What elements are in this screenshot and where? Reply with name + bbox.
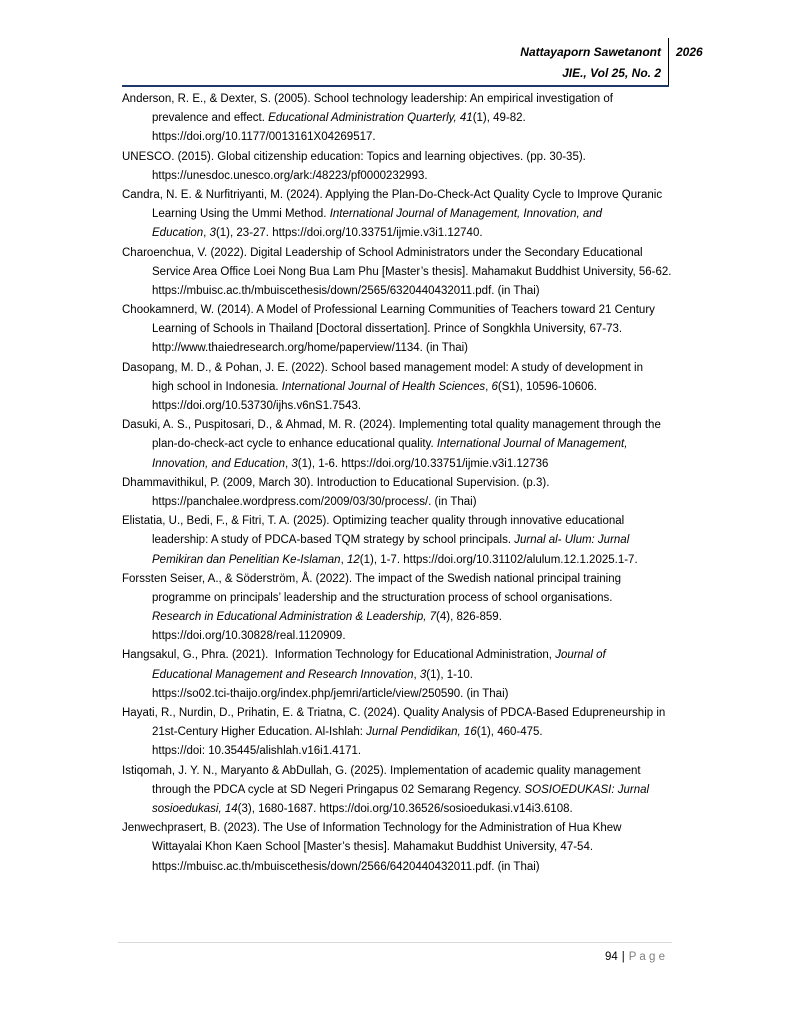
reference-line bbox=[122, 762, 722, 781]
reference-line bbox=[122, 167, 722, 186]
reference-line bbox=[122, 359, 722, 378]
reference-text: Istiqomah, J. Y. N., Maryanto & AbDullah, G. (2025). Implementation of academic quality management bbox=[122, 764, 641, 777]
reference-italic-text: SOSIOEDUKASI: Jurnal bbox=[524, 783, 650, 796]
reference-line bbox=[122, 244, 722, 263]
reference-line bbox=[122, 589, 722, 608]
reference-text: (1), 1-10. bbox=[426, 668, 473, 681]
page-number-separator: | bbox=[621, 951, 625, 963]
reference-text: Hangsakul, G., Phra. (2021). Information Technology for Educational Administration, bbox=[122, 649, 556, 662]
reference-line bbox=[122, 800, 722, 819]
reference-text: Learning Using the Ummi Method. bbox=[152, 208, 330, 221]
reference-line bbox=[122, 224, 722, 243]
reference-entry bbox=[122, 148, 722, 186]
reference-entry bbox=[122, 301, 722, 359]
reference-italic-text: Journal of bbox=[555, 649, 606, 662]
reference-text: , bbox=[203, 227, 210, 240]
reference-entry bbox=[122, 474, 722, 512]
reference-italic-text: 3 bbox=[209, 227, 216, 240]
reference-line bbox=[122, 493, 722, 512]
reference-entry bbox=[122, 646, 722, 704]
reference-line bbox=[122, 397, 722, 416]
reference-text: (1), 1-6. https://doi.org/10.33751/ijmie.v3i1.12736 bbox=[297, 457, 549, 470]
reference-text: Hayati, R., Nurdin, D., Prihatin, E. & Triatna, C. (2024). Quality Analysis of PDCA-Based Edupreneurship in bbox=[122, 707, 666, 719]
reference-italic-text: International Journal of Health Sciences bbox=[281, 380, 486, 393]
reference-line bbox=[122, 819, 722, 838]
reference-italic-text: Jurnal al- Ulum: Jurnal bbox=[514, 534, 630, 547]
reference-line bbox=[122, 263, 722, 282]
reference-line bbox=[122, 551, 722, 570]
reference-italic-text: Education bbox=[152, 227, 204, 240]
reference-text: leadership: A study of PDCA-based TQM strategy by school principals. bbox=[152, 534, 515, 547]
reference-line bbox=[122, 685, 722, 704]
page-label: P a g e bbox=[628, 951, 665, 963]
reference-line bbox=[122, 570, 722, 589]
reference-italic-text: Jurnal Pendidikan, 16 bbox=[366, 726, 477, 739]
reference-entry bbox=[122, 819, 722, 877]
reference-line bbox=[122, 128, 722, 147]
reference-italic-text: 3 bbox=[419, 668, 427, 681]
reference-line bbox=[122, 742, 722, 761]
page-number-value: 94 bbox=[604, 951, 618, 963]
reference-italic-text: Innovation, and Education bbox=[152, 457, 285, 470]
reference-text: (1), 460-475. bbox=[476, 726, 543, 739]
reference-italic-text: sosioedukasi, 14 bbox=[152, 802, 238, 815]
reference-line bbox=[122, 608, 722, 627]
reference-text: Jenwechprasert, B. (2023). The Use of Information Technology for the Administration of Hua Khew bbox=[122, 822, 622, 835]
reference-text: Wittayalai Khon Kaen School [Master’s thesis]. Mahamakut Buddhist University, 47-54. bbox=[152, 841, 594, 854]
reference-line bbox=[122, 320, 722, 339]
reference-line bbox=[122, 646, 722, 665]
reference-text: Forssten Seiser, A., & Söderström, Å. (2022). The impact of the Swedish national principal training bbox=[122, 572, 622, 585]
reference-line bbox=[122, 666, 722, 685]
reference-text: , bbox=[485, 380, 492, 393]
reference-text: https://doi.org/10.30828/real.1120909. bbox=[152, 630, 346, 643]
footer-rule bbox=[118, 942, 672, 943]
reference-text: (1), 23-27. https://doi.org/10.33751/ijmie.v3i1.12740. bbox=[215, 227, 483, 240]
reference-line bbox=[122, 838, 722, 857]
reference-text: (S1), 10596-10606. bbox=[497, 380, 597, 393]
reference-italic-text: Educational Administration Quarterly, 41 bbox=[268, 112, 473, 125]
reference-entry bbox=[122, 90, 722, 148]
reference-text: Dasopang, M. D., & Pohan, J. E. (2022). School based management model: A study of development in bbox=[122, 361, 643, 374]
reference-text: (1), 49-82. bbox=[472, 112, 526, 125]
reference-text: (3), 1680-1687. https://doi.org/10.36526/sosioedukasi.v14i3.6108. bbox=[237, 802, 573, 815]
reference-line bbox=[122, 704, 722, 723]
reference-text: prevalence and effect. bbox=[152, 112, 269, 125]
reference-line bbox=[122, 416, 722, 435]
reference-line bbox=[122, 858, 722, 877]
reference-line bbox=[122, 378, 722, 397]
reference-entry bbox=[122, 704, 722, 762]
reference-text: https://unesdoc.unesco.org/ark:/48223/pf0000232993. bbox=[152, 169, 428, 182]
header-author: Nattayaporn Sawetanont bbox=[520, 45, 661, 59]
reference-line bbox=[122, 435, 722, 454]
reference-entry bbox=[122, 244, 722, 302]
reference-text: Dasuki, A. S., Puspitosari, D., & Ahmad, M. R. (2024). Implementing total quality management through the bbox=[122, 419, 661, 432]
reference-text: plan-do-check-act cycle to enhance educational quality. bbox=[152, 438, 437, 451]
reference-entry bbox=[122, 512, 722, 570]
reference-italic-text: Educational Management and Research Innovation bbox=[152, 668, 414, 681]
header-year: 2026 bbox=[676, 45, 703, 59]
reference-line bbox=[122, 474, 722, 493]
reference-line bbox=[122, 148, 722, 167]
reference-text: https://mbuisc.ac.th/mbuiscethesis/down/2566/6420440432011.pdf. (in Thai) bbox=[152, 860, 540, 873]
reference-text: Learning of Schools in Thailand [Doctoral dissertation]. Prince of Songkhla University, 67-73. bbox=[152, 323, 623, 336]
reference-line bbox=[122, 205, 722, 224]
reference-text: https://mbuisc.ac.th/mbuiscethesis/down/2565/6320440432011.pdf. (in Thai) bbox=[152, 284, 540, 297]
reference-text: https://panchalee.wordpress.com/2009/03/30/process/. (in Thai) bbox=[152, 495, 477, 508]
reference-line bbox=[122, 339, 722, 358]
reference-italic-text: Research in Educational Administration & Leadership, 7 bbox=[152, 611, 437, 624]
reference-text: , bbox=[285, 457, 292, 470]
reference-text: https://doi: 10.35445/alishlah.v16i1.4171. bbox=[152, 745, 362, 758]
reference-entry bbox=[122, 359, 722, 417]
reference-line bbox=[122, 282, 722, 301]
reference-text: 21st-Century Higher Education. Al-Ishlah: bbox=[152, 726, 367, 739]
reference-italic-text: 12 bbox=[346, 553, 360, 566]
reference-text: Candra, N. E. & Nurfitriyanti, M. (2024). Applying the Plan-Do-Check-Act Quality Cycle to Improve Quranic bbox=[122, 188, 663, 201]
reference-text: (1), 1-7. https://doi.org/10.31102/alulum.12.1.2025.1-7. bbox=[359, 553, 638, 566]
reference-entry bbox=[122, 570, 722, 647]
reference-italic-text: 6 bbox=[491, 380, 498, 393]
reference-text: Chookamnerd, W. (2014). A Model of Professional Learning Communities of Teachers toward 21 Century bbox=[122, 304, 655, 317]
reference-text: Anderson, R. E., & Dexter, S. (2005). School technology leadership: An empirical investigation of bbox=[122, 93, 613, 105]
reference-italic-text: 3 bbox=[291, 457, 298, 470]
reference-line bbox=[122, 109, 722, 128]
reference-italic-text: International Journal of Management, Innovation, and bbox=[329, 208, 603, 221]
reference-text: http://www.thaiedresearch.org/home/paperview/1134. (in Thai) bbox=[152, 342, 468, 355]
reference-entry bbox=[122, 762, 722, 820]
reference-text: https://doi.org/10.53730/ijhs.v6nS1.7543. bbox=[152, 400, 362, 412]
reference-list bbox=[122, 90, 722, 877]
reference-italic-text: Pemikiran dan Penelitian Ke-Islaman bbox=[152, 553, 341, 566]
reference-text: through the PDCA cycle at SD Negeri Pringapus 02 Semarang Regency. bbox=[152, 783, 525, 796]
reference-text: programme on principals’ leadership and the structuration process of school organisations. bbox=[152, 591, 613, 604]
reference-text: , bbox=[413, 668, 420, 681]
page-number bbox=[605, 949, 665, 965]
reference-text: https://so02.tci-thaijo.org/index.php/jemri/article/view/250590. (in Thai) bbox=[152, 687, 509, 700]
header-divider bbox=[668, 38, 669, 87]
reference-line bbox=[122, 531, 722, 550]
reference-text: Charoenchua, V. (2022). Digital Leadership of School Administrators under the Secondary Educational bbox=[122, 246, 643, 259]
reference-line bbox=[122, 512, 722, 531]
header-rule bbox=[122, 85, 669, 87]
reference-line bbox=[122, 781, 722, 800]
reference-line bbox=[122, 627, 722, 646]
reference-line bbox=[122, 186, 722, 205]
reference-line bbox=[122, 90, 722, 109]
reference-text: Service Area Office Loei Nong Bua Lam Phu [Master’s thesis]. Mahamakut Buddhist University, 56-62. bbox=[152, 265, 672, 278]
reference-entry bbox=[122, 416, 722, 474]
header-journal-issue: JIE., Vol 25, No. 2 bbox=[562, 66, 661, 80]
reference-line bbox=[122, 301, 722, 320]
reference-text: https://doi.org/10.1177/0013161X04269517. bbox=[152, 131, 376, 144]
reference-text: high school in Indonesia. bbox=[152, 380, 282, 393]
reference-text: UNESCO. (2015). Global citizenship education: Topics and learning objectives. (pp. 30-35). bbox=[122, 150, 586, 163]
reference-entry bbox=[122, 186, 722, 244]
reference-line bbox=[122, 455, 722, 474]
reference-text: , bbox=[340, 553, 347, 566]
reference-italic-text: International Journal of Management, bbox=[436, 438, 628, 451]
reference-line bbox=[122, 723, 722, 742]
reference-text: Dhammavithikul, P. (2009, March 30). Introduction to Educational Supervision. (p.3). bbox=[122, 476, 550, 489]
reference-text: Elistatia, U., Bedi, F., & Fitri, T. A. (2025). Optimizing teacher quality through innovative educational bbox=[122, 515, 625, 528]
reference-text: (4), 826-859. bbox=[436, 611, 502, 624]
